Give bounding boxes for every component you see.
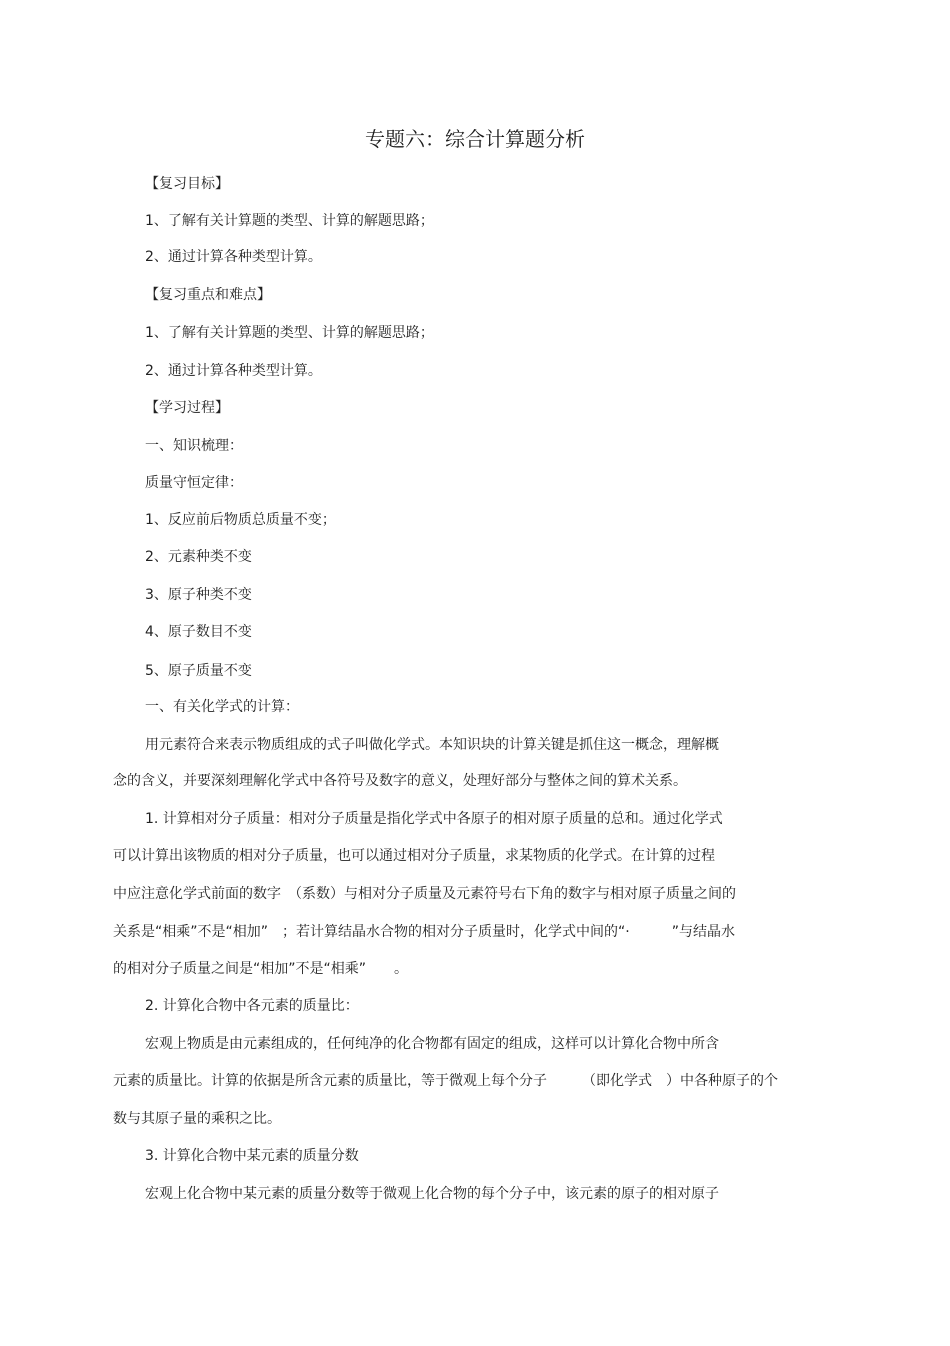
- section-formula: 一、有关化学式的计算：: [145, 699, 299, 715]
- paragraph-line: 关系是“相乘”不是“相加” ；若计算结晶水合物的相对分子质量时，化学式中间的“· ”与结晶水: [113, 924, 735, 940]
- law-item-4: 4、原子数目不变: [145, 624, 252, 640]
- key-heading: 【复习重点和难点】: [145, 287, 271, 303]
- subsection-title: 2. 计算化合物中各元素的质量比：: [145, 998, 359, 1014]
- paragraph-line: 用元素符合来表示物质组成的式子叫做化学式。本知识块的计算关键是抓住这一概念，理解概: [145, 737, 719, 753]
- key-item-1: 1、了解有关计算题的类型、计算的解题思路；: [145, 325, 434, 341]
- paragraph-line: 的相对分子质量之间是“相加”不是“相乘” 。: [113, 961, 409, 977]
- paragraph-line: 1. 计算相对分子质量：相对分子质量是指化学式中各原子的相对原子质量的总和。通过化学式: [145, 811, 723, 827]
- process-heading: 【学习过程】: [145, 400, 229, 416]
- paragraph-line: 宏观上化合物中某元素的质量分数等于微观上化合物的每个分子中，该元素的原子的相对原子: [145, 1186, 719, 1202]
- goal-heading: 【复习目标】: [145, 176, 229, 192]
- paragraph-line: 念的含义，并要深刻理解化学式中各符号及数字的意义，处理好部分与整体之间的算术关系。: [113, 773, 687, 789]
- page-title: 专题六：综合计算题分析: [365, 127, 585, 151]
- paragraph-line: 宏观上物质是由元素组成的，任何纯净的化合物都有固定的组成，这样可以计算化合物中所含: [145, 1036, 719, 1052]
- section-knowledge: 一、知识梳理：: [145, 438, 243, 454]
- paragraph-line: 数与其原子量的乘积之比。: [113, 1111, 281, 1127]
- subsection-title: 3. 计算化合物中某元素的质量分数: [145, 1148, 359, 1164]
- law-item-2: 2、元素种类不变: [145, 549, 252, 565]
- goal-item-1: 1、了解有关计算题的类型、计算的解题思路；: [145, 213, 434, 229]
- paragraph-line: 可以计算出该物质的相对分子质量，也可以通过相对分子质量，求某物质的化学式。在计算的过程: [113, 848, 715, 864]
- law-item-1: 1、反应前后物质总质量不变；: [145, 512, 336, 528]
- goal-item-2: 2、通过计算各种类型计算。: [145, 249, 322, 265]
- key-item-2: 2、通过计算各种类型计算。: [145, 363, 322, 379]
- law-item-5: 5、原子质量不变: [145, 663, 252, 679]
- law-title: 质量守恒定律：: [145, 475, 243, 491]
- paragraph-line: 元素的质量比。计算的依据是所含元素的质量比，等于微观上每个分子 （即化学式 ）中各种原子的个: [113, 1073, 778, 1089]
- law-item-3: 3、原子种类不变: [145, 587, 252, 603]
- paragraph-line: 中应注意化学式前面的数字 （系数）与相对分子质量及元素符号右下角的数字与相对原子质量之间的: [113, 886, 736, 902]
